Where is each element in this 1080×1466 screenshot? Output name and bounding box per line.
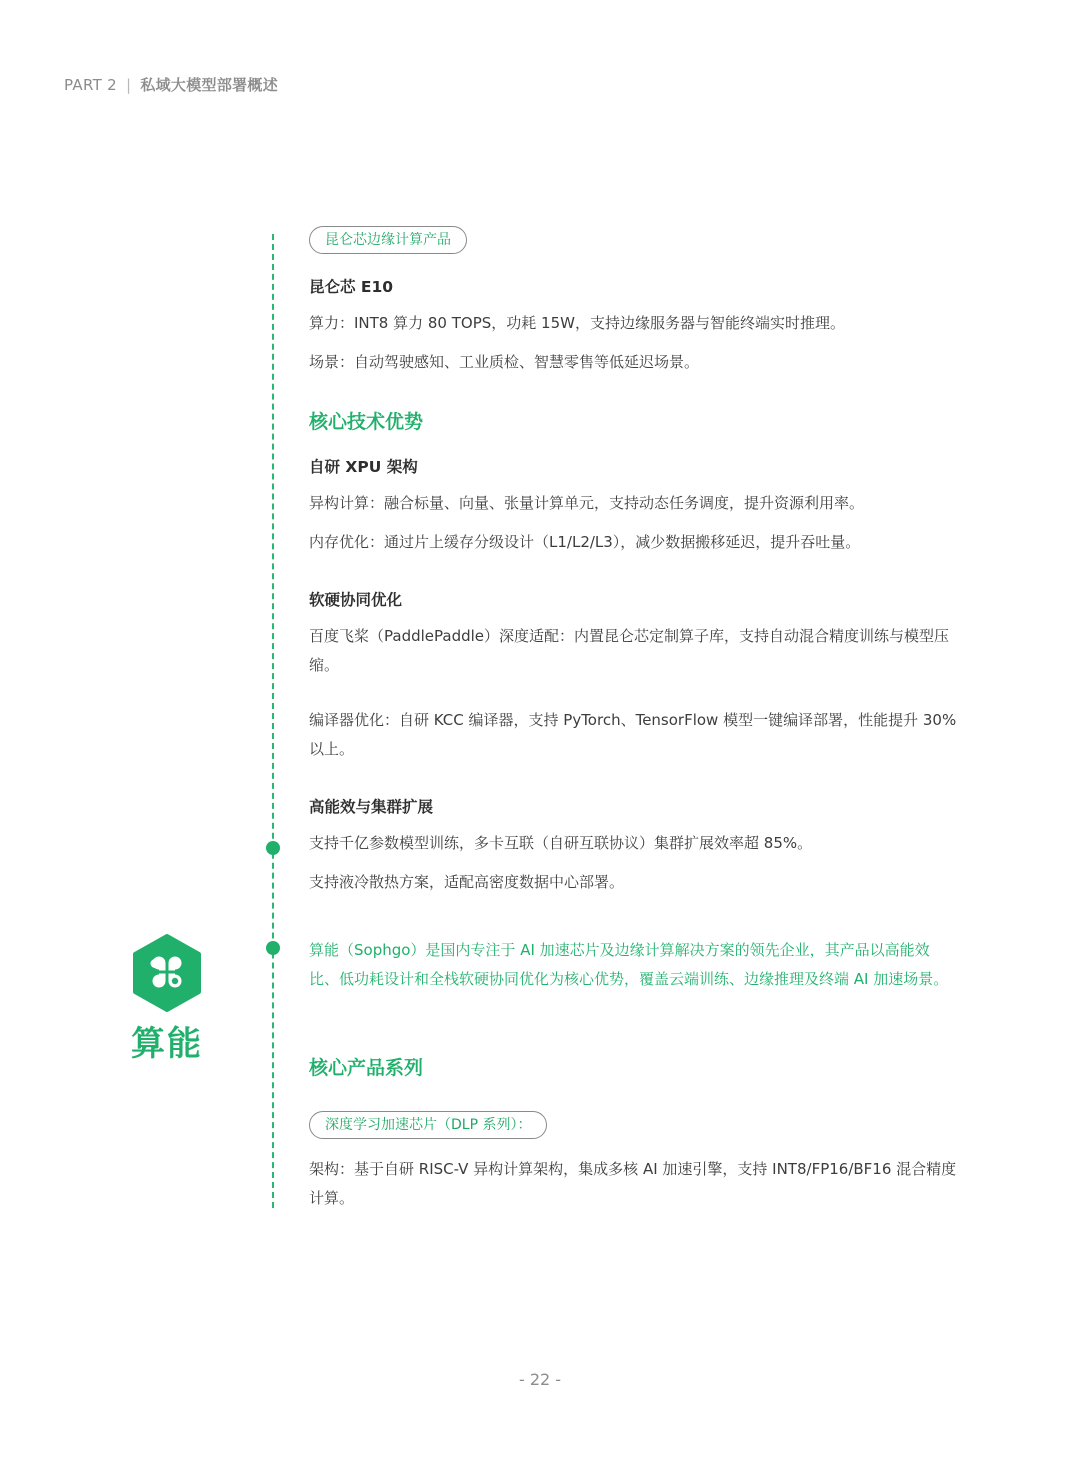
compiler-optimization: 编译器优化：自研 KCC 编译器，支持 PyTorch、TensorFlow 模型一键编译部署，性能提升 30% 以上。	[309, 711, 957, 758]
section-title: 私域大模型部署概述	[140, 76, 279, 94]
sophgo-intro: 算能（Sophgo）是国内专注于 AI 加速芯片及边缘计算解决方案的领先企业，其产品以高能效比、低功耗设计和全栈软硬协同优化为核心优势，覆盖云端训练、边缘推理及终端 AI 加速场景。	[309, 941, 949, 988]
company-badge	[126, 934, 208, 1065]
timeline-dot	[266, 941, 280, 955]
company-name: 算能	[131, 1024, 203, 1064]
part-label: PART 2	[64, 76, 117, 94]
efficiency-title: 高能效与集群扩展	[309, 798, 434, 816]
timeline-dot	[266, 841, 280, 855]
xpu-title: 自研 XPU 架构	[309, 458, 418, 476]
header-separator: |	[125, 76, 132, 94]
page-number: - 22 -	[518, 1370, 562, 1389]
timeline-line	[272, 234, 274, 1208]
edge-product-pill: 昆仑芯边缘计算产品	[309, 226, 467, 254]
clover-hexagon-icon	[132, 934, 202, 1012]
core-tech-heading: 核心技术优势	[309, 411, 424, 433]
e10-scene: 场景：自动驾驶感知、工业质检、智慧零售等低延迟场景。	[309, 353, 700, 371]
xpu-memory: 内存优化：通过片上缓存分级设计（L1/L2/L3），减少数据搬移延迟，提升吞吐量。	[309, 533, 861, 551]
paddle-adaptation: 百度飞桨（PaddlePaddle）深度适配：内置昆仑芯定制算子库，支持自动混合精度训练与模型压缩。	[309, 627, 950, 674]
e10-compute: 算力：INT8 算力 80 TOPS，功耗 15W，支持边缘服务器与智能终端实时推理。	[309, 314, 845, 332]
page-header	[64, 74, 278, 95]
xpu-hetero: 异构计算：融合标量、向量、张量计算单元，支持动态任务调度，提升资源利用率。	[309, 494, 865, 512]
liquid-cooling: 支持液冷散热方案，适配高密度数据中心部署。	[309, 873, 625, 891]
cluster-scaling: 支持千亿参数模型训练，多卡互联（自研互联协议）集群扩展效率超 85%。	[309, 834, 813, 852]
dlp-architecture: 架构：基于自研 RISC-V 异构计算架构，集成多核 AI 加速引擎，支持 INT8/FP16/BF16 混合精度计算。	[309, 1160, 957, 1207]
core-products-heading: 核心产品系列	[309, 1057, 424, 1079]
dlp-series-pill: 深度学习加速芯片（DLP 系列）：	[309, 1111, 547, 1139]
e10-title: 昆仑芯 E10	[309, 278, 394, 296]
cooptimize-title: 软硬协同优化	[309, 591, 403, 609]
